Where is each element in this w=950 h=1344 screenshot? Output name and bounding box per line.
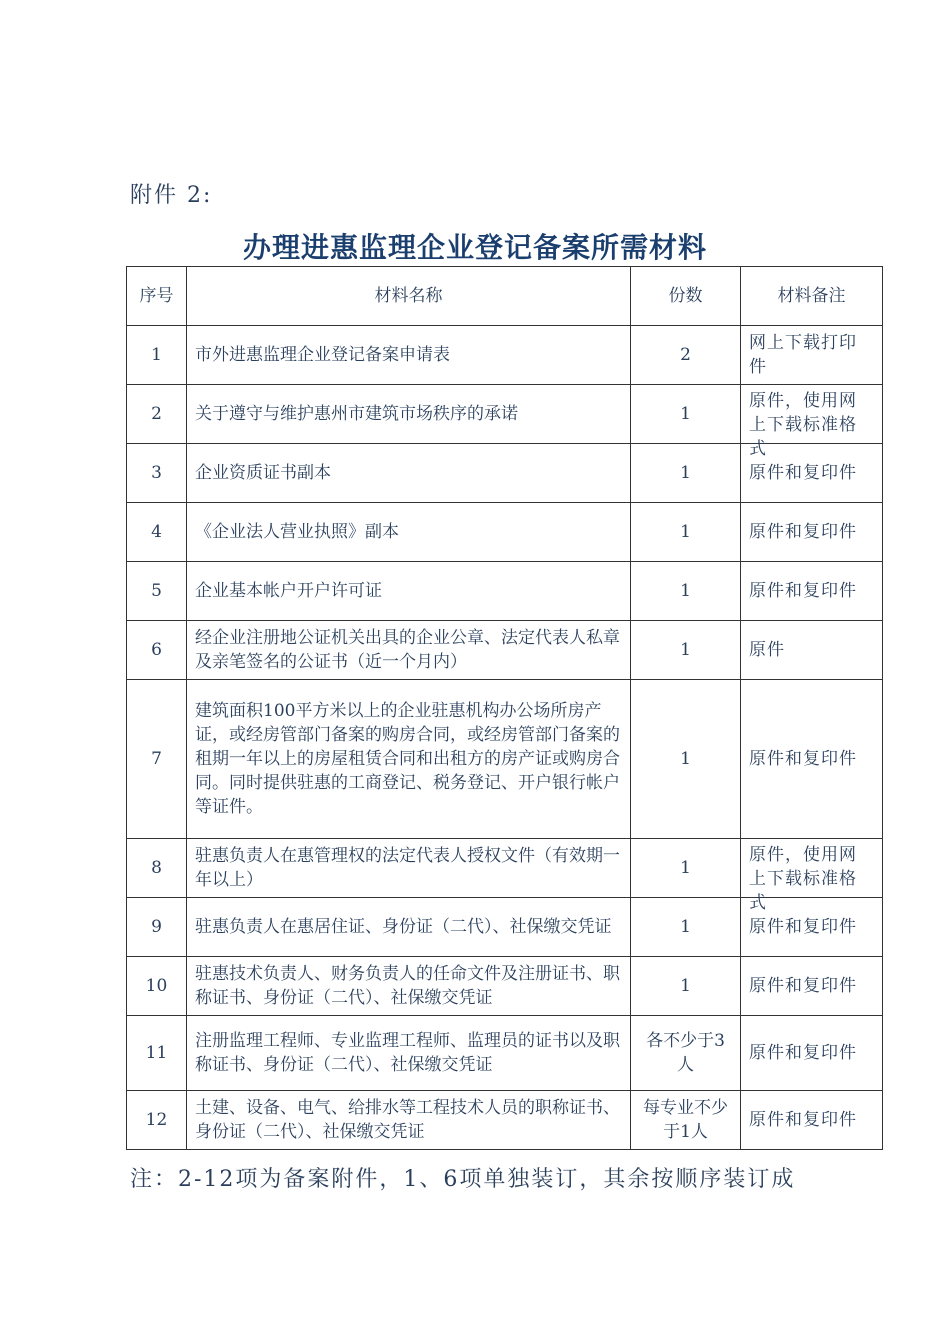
row-remark	[741, 503, 883, 562]
row-remark	[741, 1016, 883, 1091]
row-no: 7	[127, 680, 187, 839]
row-no: 8	[127, 839, 187, 898]
row-no: 5	[127, 562, 187, 621]
attachment-label: 附件 2:	[130, 183, 213, 208]
row-copies: 1	[631, 385, 741, 444]
row-no: 6	[127, 621, 187, 680]
row-no: 4	[127, 503, 187, 562]
row-copies: 1	[631, 957, 741, 1016]
row-name: 驻惠技术负责人、财务负责人的任命文件及注册证书、职称证书、身份证（二代）、社保缴交凭证	[187, 957, 631, 1016]
row-copies: 每专业不少于1人	[631, 1091, 741, 1150]
table-row	[127, 562, 883, 621]
row-name: 驻惠负责人在惠管理权的法定代表人授权文件（有效期一年以上）	[187, 839, 631, 898]
row-no: 2	[127, 385, 187, 444]
row-copies: 1	[631, 898, 741, 957]
row-name: 企业基本帐户开户许可证	[187, 562, 631, 621]
row-name: 企业资质证书副本	[187, 444, 631, 503]
row-remark	[741, 839, 883, 913]
table-row	[127, 1091, 883, 1150]
row-copies: 1	[631, 562, 741, 621]
row-remark	[741, 621, 883, 680]
row-no: 10	[127, 957, 187, 1016]
table-row	[127, 1016, 883, 1091]
row-remark	[741, 1091, 883, 1150]
table-row	[127, 621, 883, 680]
row-remark-text: 原件，使用网上下载标准格式	[749, 845, 857, 913]
row-name: 关于遵守与维护惠州市建筑市场秩序的承诺	[187, 385, 631, 444]
table-row	[127, 957, 883, 1016]
row-remark-text: 原件和复印件	[749, 522, 857, 542]
row-copies: 1	[631, 839, 741, 898]
row-name: 市外进惠监理企业登记备案申请表	[187, 326, 631, 385]
row-remark-text: 原件和复印件	[749, 917, 857, 937]
row-no: 3	[127, 444, 187, 503]
row-remark	[741, 680, 883, 839]
table-row	[127, 680, 883, 839]
row-no: 12	[127, 1091, 187, 1150]
header-name: 材料名称	[187, 267, 631, 326]
row-copies: 1	[631, 503, 741, 562]
table-row	[127, 503, 883, 562]
row-remark	[741, 957, 883, 1016]
row-remark-text: 原件和复印件	[749, 463, 857, 483]
row-remark-text: 原件和复印件	[749, 749, 857, 769]
row-remark-text: 原件	[749, 640, 785, 660]
footnote: 注：2-12项为备案附件，1、6项单独装订，其余按顺序装订成	[130, 1167, 796, 1192]
row-remark-text: 原件和复印件	[749, 581, 857, 601]
row-no: 9	[127, 898, 187, 957]
row-remark-text: 原件和复印件	[749, 976, 857, 996]
row-remark	[741, 562, 883, 621]
header-copies: 份数	[631, 267, 741, 326]
header-no: 序号	[127, 267, 187, 326]
row-no: 11	[127, 1016, 187, 1091]
row-name: 注册监理工程师、专业监理工程师、监理员的证书以及职称证书、身份证（二代）、社保缴交凭证	[187, 1016, 631, 1091]
row-copies: 2	[631, 326, 741, 385]
materials-table	[126, 266, 883, 1150]
header-remark: 材料备注	[741, 267, 883, 326]
table-row	[127, 898, 883, 957]
row-remark	[741, 385, 883, 459]
table-row	[127, 839, 883, 898]
row-copies: 1	[631, 444, 741, 503]
table-row	[127, 385, 883, 444]
row-name: 建筑面积100平方米以上的企业驻惠机构办公场所房产证，或经房管部门备案的购房合同，或经房管部门备案的租期一年以上的房屋租赁合同和出租方的房产证或购房合同。同时提供驻惠的工商登记、税务登记、开户银行帐户等证件。	[187, 680, 631, 839]
row-remark	[741, 326, 883, 385]
table-row	[127, 444, 883, 503]
row-copies: 1	[631, 621, 741, 680]
row-remark-text: 原件和复印件	[749, 1043, 857, 1063]
row-remark-text: 原件和复印件	[749, 1110, 857, 1130]
row-remark-text: 原件，使用网上下载标准格式	[749, 391, 857, 459]
row-name: 经企业注册地公证机关出具的企业公章、法定代表人私章及亲笔签名的公证书（近一个月内）	[187, 621, 631, 680]
row-name: 土建、设备、电气、给排水等工程技术人员的职称证书、身份证（二代）、社保缴交凭证	[187, 1091, 631, 1150]
document-title: 办理进惠监理企业登记备案所需材料	[242, 231, 707, 264]
row-copies: 1	[631, 680, 741, 839]
row-no: 1	[127, 326, 187, 385]
row-name: 驻惠负责人在惠居住证、身份证（二代）、社保缴交凭证	[187, 898, 631, 957]
table-row	[127, 326, 883, 385]
row-name: 《企业法人营业执照》副本	[187, 503, 631, 562]
row-copies: 各不少于3人	[631, 1016, 741, 1091]
table-header-row	[127, 267, 883, 326]
row-remark-text: 网上下载打印件	[749, 333, 857, 377]
